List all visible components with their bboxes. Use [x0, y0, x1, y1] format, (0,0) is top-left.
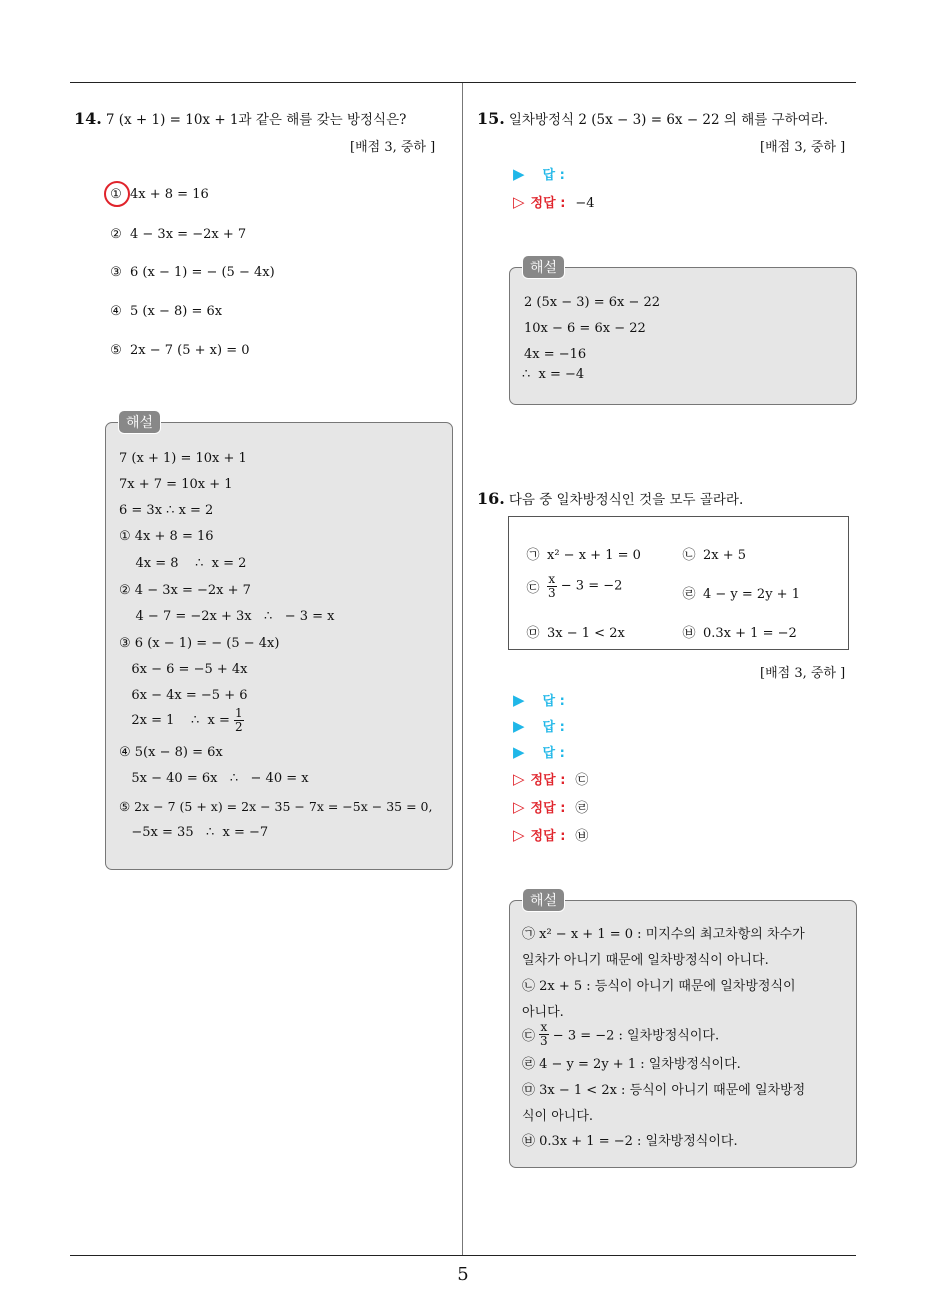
play-triangle-icon: ▶ [513, 743, 525, 761]
top-rule [70, 82, 856, 83]
option-expr: 4 − y = 2y + 1 [703, 587, 800, 602]
q16-answer-row-2[interactable] [513, 716, 565, 735]
explain-line: ③ 6 (x − 1) = − (5 − 4x) [119, 636, 280, 651]
option-mark: ㉣ [682, 587, 696, 602]
explain-line: 2 (5x − 3) = 6x − 22 [524, 295, 661, 310]
q14-explain-tag: 해설 [118, 410, 161, 434]
q16-correct-row-1 [513, 769, 588, 788]
fraction-x-over-3 [539, 1021, 549, 1047]
choice-mark: ① [110, 187, 122, 202]
explain-line: ② 4 − 3x = −2x + 7 [119, 583, 251, 598]
outline-triangle-icon: ▷ [513, 826, 525, 844]
option-mark: ㉠ [526, 548, 540, 563]
frac-den: 2 [235, 719, 243, 734]
option-expr: 0.3x + 1 = −2 [703, 626, 797, 641]
play-triangle-icon: ▶ [513, 691, 525, 709]
answer-label: 답 : [542, 746, 565, 761]
explain-line: ① 4x + 8 = 16 [119, 529, 214, 544]
q16-option-1 [525, 544, 641, 563]
choice-expr: 4x + 8 = 16 [130, 187, 209, 202]
option-expr: 3x − 1 < 2x [547, 626, 625, 641]
q16-options-frame [508, 516, 849, 650]
choice-mark: ④ [110, 304, 122, 319]
q16-number: 16. [477, 489, 505, 508]
q16-option-5 [525, 622, 625, 641]
q15-correct-row [513, 192, 595, 211]
q16-option-4 [681, 583, 800, 602]
explain-line: 10x − 6 = 6x − 22 [524, 321, 646, 336]
option-mark: ㉢ [522, 1028, 536, 1044]
option-mark: ㉥ [682, 626, 696, 641]
choice-mark: ⑤ [110, 343, 122, 358]
explain-line: 식이 아니다. [522, 1109, 594, 1124]
q16-text: 다음 중 일차방정식인 것을 모두 골라라. [508, 492, 744, 508]
q14-choice-3[interactable] [108, 265, 275, 280]
bottom-rule [70, 1255, 856, 1256]
explain-line-frac [522, 1021, 719, 1047]
page-number: 5 [457, 1264, 469, 1285]
choice-expr: 4 − 3x = −2x + 7 [130, 227, 247, 242]
q16-answer-row-3[interactable] [513, 742, 565, 761]
explain-line: 일차가 아니기 때문에 일차방정식이 아니다. [522, 953, 769, 968]
outline-triangle-icon: ▷ [513, 798, 525, 816]
explain-line: 6x − 4x = −5 + 6 [119, 688, 248, 703]
explain-line: −5x = 35 ∴ x = −7 [119, 825, 269, 840]
choice-mark: ③ [110, 265, 122, 280]
q14-choice-2[interactable] [108, 227, 246, 242]
q16-points: [배점 3, 중하 ] [760, 666, 846, 681]
choice-expr: 6 (x − 1) = − (5 − 4x) [130, 265, 275, 280]
q16-answer-row-1[interactable] [513, 690, 565, 709]
explain-line: 7 (x + 1) = 10x + 1 [119, 451, 247, 466]
choice-mark: ② [110, 227, 122, 242]
q15-text: 일차방정식 2 (5x − 3) = 6x − 22 의 해를 구하여라. [508, 112, 829, 128]
explain-line: ㉤ 3x − 1 < 2x : 등식이 아니기 때문에 일차방정 [522, 1083, 806, 1098]
correct-label: 정답 : [530, 773, 566, 788]
correct-label: 정답 : [530, 829, 566, 844]
option-mark: ㉡ [682, 548, 696, 563]
q15-explain-tag: 해설 [522, 255, 565, 279]
explain-line: ⑤ 2x − 7 (5 + x) = 2x − 35 − 7x = −5x − 35 = 0, [119, 799, 433, 814]
q15-points: [배점 3, 중하 ] [760, 140, 846, 155]
explain-text: − 3 = −2 : 일차방정식이다. [552, 1028, 720, 1044]
q14-choice-5[interactable] [108, 343, 250, 358]
q16-option-3 [525, 573, 622, 599]
option-expr: − 3 = −2 [560, 578, 623, 594]
frac-num: 1 [235, 706, 243, 720]
q16-header [477, 488, 743, 508]
explain-line: 아니다. [522, 1005, 564, 1020]
explain-line: ㉠ x² − x + 1 = 0 : 미지수의 최고차항의 차수가 [522, 927, 805, 942]
q15-answer-row[interactable] [513, 164, 565, 183]
fraction-one-half [234, 707, 244, 733]
explain-line: 4 − 7 = −2x + 3x ∴ − 3 = x [119, 609, 335, 624]
explain-line: 7x + 7 = 10x + 1 [119, 477, 233, 492]
answer-label: 답 : [542, 720, 565, 735]
option-expr: 2x + 5 [703, 548, 747, 563]
option-mark: ㉢ [526, 580, 540, 596]
fraction-x-over-3 [547, 573, 557, 599]
correct-value: ㉥ [575, 829, 589, 844]
explain-line: 6x − 6 = −5 + 4x [119, 662, 248, 677]
frac-den: 3 [548, 585, 556, 600]
q15-header [477, 108, 828, 128]
explain-line: ④ 5(x − 8) = 6x [119, 745, 223, 760]
explain-line: ∴ x = −4 [522, 367, 585, 382]
q14-choice-1[interactable] [108, 187, 209, 202]
q16-correct-row-2 [513, 797, 588, 816]
choice-expr: 2x − 7 (5 + x) = 0 [130, 343, 250, 358]
q14-text: 7 (x + 1) = 10x + 1과 같은 해를 갖는 방정식은? [105, 112, 407, 128]
q14-points: [배점 3, 중하 ] [350, 140, 436, 155]
q14-header [74, 108, 406, 128]
option-mark: ㉤ [526, 626, 540, 641]
q15-explanation-box [509, 260, 857, 405]
correct-label: 정답 : [530, 801, 566, 816]
frac-num: x [540, 1020, 548, 1034]
correct-value: ㉣ [575, 801, 589, 816]
explain-line: 4x = −16 [524, 347, 587, 362]
correct-value: −4 [575, 196, 595, 211]
option-expr: x² − x + 1 = 0 [547, 548, 641, 563]
q14-number: 14. [74, 109, 102, 128]
explain-line: 5x − 40 = 6x ∴ − 40 = x [119, 771, 309, 786]
play-triangle-icon: ▶ [513, 165, 525, 183]
q16-correct-row-3 [513, 825, 588, 844]
play-triangle-icon: ▶ [513, 717, 525, 735]
q16-option-6 [681, 622, 797, 641]
column-divider [462, 83, 463, 1255]
explain-line: 6 = 3x ∴ x = 2 [119, 503, 214, 518]
frac-num: x [548, 572, 556, 586]
correct-value: ㉢ [575, 773, 589, 788]
explain-line: ㉥ 0.3x + 1 = −2 : 일차방정식이다. [522, 1134, 738, 1149]
q14-explanation-box [105, 415, 453, 870]
q16-option-2 [681, 544, 746, 563]
frac-den: 3 [540, 1033, 548, 1048]
answer-label: 답 : [542, 694, 565, 709]
outline-triangle-icon: ▷ [513, 193, 525, 211]
q14-choice-4[interactable] [108, 304, 222, 319]
q16-explain-tag: 해설 [522, 888, 565, 912]
explain-line: ㉣ 4 − y = 2y + 1 : 일차방정식이다. [522, 1057, 741, 1072]
correct-label: 정답 : [530, 196, 566, 211]
q15-number: 15. [477, 109, 505, 128]
outline-triangle-icon: ▷ [513, 770, 525, 788]
explain-line-frac [119, 707, 244, 733]
choice-expr: 5 (x − 8) = 6x [130, 304, 223, 319]
q16-explanation-box [509, 893, 857, 1168]
explain-line: ㉡ 2x + 5 : 등식이 아니기 때문에 일차방정식이 [522, 979, 796, 994]
explain-line: 4x = 8 ∴ x = 2 [119, 556, 247, 571]
explain-text: 2x = 1 ∴ x = [119, 712, 230, 728]
answer-label: 답 : [542, 168, 565, 183]
